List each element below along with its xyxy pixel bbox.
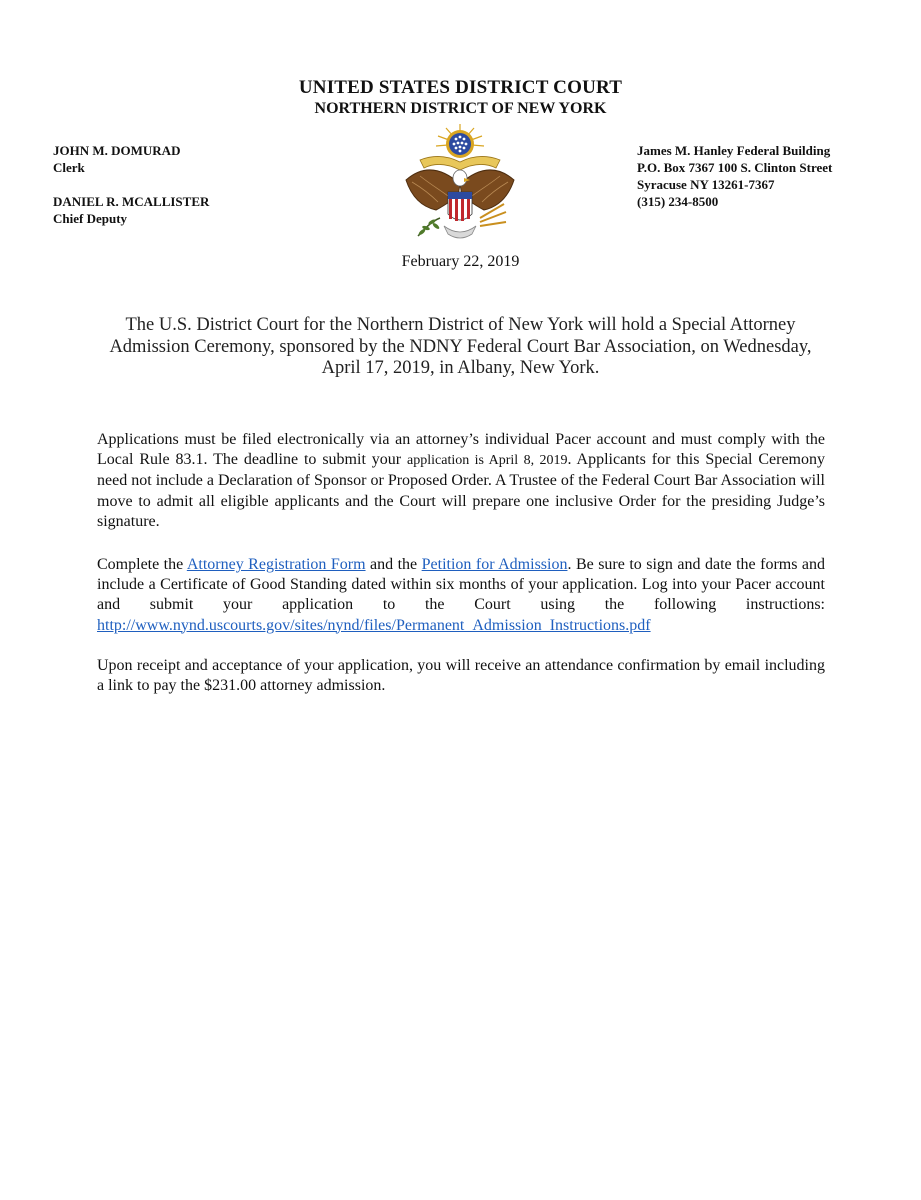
petition-for-admission-link[interactable]: Petition for Admission [421,556,568,573]
admission-instructions-url-link[interactable]: http://www.nynd.uscourts.gov/sites/nynd/files/Permanent_Admission_Instructions.pdf [97,616,651,634]
document-date: February 22, 2019 [401,253,520,270]
paragraph-application-requirements: Applications must be filed electronically via an attorney’s individual Pacer account and must comply with the Local Rule 83.1. The deadline to submit your application is April 8, 2019. Applicants for this Special Ceremony need not include a Declaration of Sponsor or Proposed Order. A Trustee of the Federal Court Bar Association will move to admit all eligible applicants and the Court will prepare one inclusive Order for the presiding Judge’s signature. [97,431,825,530]
street-address: P.O. Box 7367 100 S. Clinton Street [637,160,833,175]
announcement-text: The U.S. District Court for the Northern District of New York will hold a Special Attorney Admission Ceremony, sponsored by the NDNY Federal Court Bar Association, on Wednesday, April 17, 2019, in Albany, New York. [109,315,812,378]
building-name: James M. Hanley Federal Building [637,143,831,158]
address-block [637,142,832,210]
deputy-title: Chief Deputy [53,211,128,226]
phone-number: (315) 234-8500 [637,194,719,209]
officials-block [53,142,209,227]
clerk-name: JOHN M. DOMURAD [53,143,181,158]
paragraph-confirmation: Upon receipt and acceptance of your application, you will receive an attendance confirmation by email including a link to pay the $231.00 attorney admission. [97,657,825,695]
attorney-registration-form-link[interactable]: Attorney Registration Form [186,556,366,573]
eagle-seal-icon [400,122,520,250]
deadline-text: application is April 8, 2019 [407,453,568,469]
deputy-name: DANIEL R. MCALLISTER [53,194,210,209]
clerk-title: Clerk [53,160,85,175]
district-title: NORTHERN DISTRICT OF NEW YORK [314,100,607,117]
court-title: UNITED STATES DISTRICT COURT [298,77,623,98]
city-address: Syracuse NY 13261-7367 [637,177,775,192]
paragraph-forms-instructions: Complete the Attorney Registration Form and the Petition for Admission. Be sure to sign and date the forms and include a Certificate of Good Standing dated within six months of your application. Log into your Pacer account and submit your application to the Court using the following instructions: http://www.nynd.uscourts.gov/sites/nynd/files/Permanent_Admission_Instructions.pdf [97,556,826,634]
